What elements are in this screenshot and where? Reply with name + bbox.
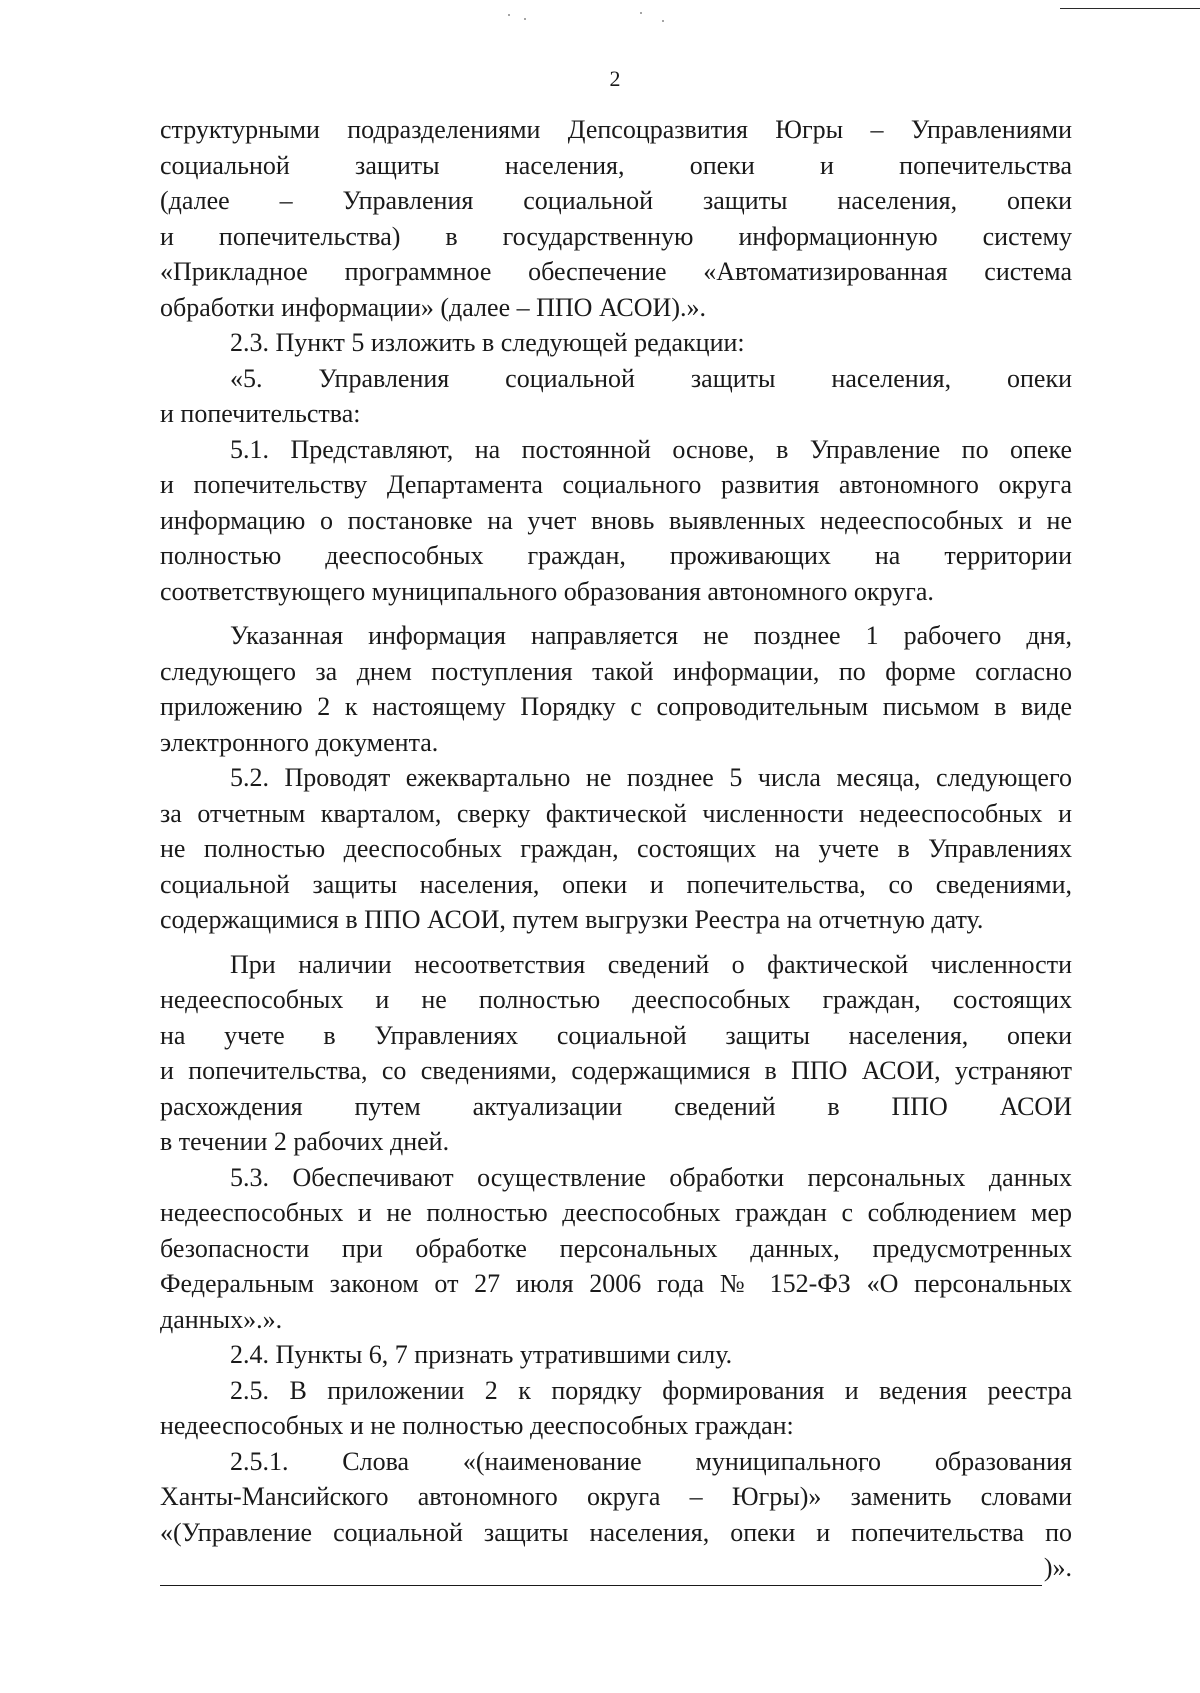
text-line: данных».». [160,1304,283,1334]
scan-speck [524,18,526,20]
text-line: информацию о постановке на учет вновь выявленных недееспособных и не [160,505,1072,535]
text-line: социальной защиты населения, опеки и попечительства [160,150,1072,180]
blank-underline [160,1561,1042,1586]
page-number: 2 [609,66,621,91]
scan-speck [508,14,510,16]
text-line: 2.5. В приложении 2 к порядку формирования и ведения реестра [230,1375,1072,1405]
text-line: социальной защиты населения, опеки и попечительства, со сведениями, [160,869,1072,899]
text-line: соответствующего муниципального образования автономного округа. [160,576,934,606]
text-line: за отчетным кварталом, сверку фактической численности недееспособных и [160,798,1072,828]
text-line: обработки информации» (далее – ППО АСОИ).». [160,292,706,322]
text-line: содержащимися в ППО АСОИ, путем выгрузки Реестра на отчетную дату. [160,905,984,934]
text-line: 2.4. Пункты 6, 7 признать утратившими силу. [230,1340,733,1369]
text-line: 5.3. Обеспечивают осуществление обработки персональных данных [230,1162,1072,1192]
text-line: полностью дееспособных граждан, проживающих на территории [160,541,1072,570]
document-body [160,112,1072,1586]
text-line: )». [1043,1553,1072,1582]
text-line: 2.3. Пункт 5 изложить в следующей редакции: [230,328,745,357]
text-line: Указанная информация направляется не позднее 1 рабочего дня, [230,621,1072,650]
text-line: безопасности при обработке персональных данных, предусмотренных [160,1233,1072,1263]
text-line: и попечительства) в государственную информационную систему [160,221,1072,251]
scan-speck [662,20,664,22]
text-line: электронного документа. [160,727,439,757]
text-line: «(Управление социальной защиты населения, опеки и попечительства по [160,1517,1072,1547]
top-edge-rule [1060,8,1200,9]
text-line: не полностью дееспособных граждан, состоящих на учете в Управлениях [160,834,1072,863]
scan-speck [640,12,642,14]
fill-in-blank [160,1550,1072,1586]
text-line: структурными подразделениями Депсоцразвития Югры – Управлениями [160,115,1072,144]
text-line: и попечительства: [160,399,361,428]
text-line: в течении 2 рабочих дней. [160,1127,450,1156]
text-line: следующего за днем поступления такой информации, по форме согласно [160,656,1072,686]
text-line: приложению 2 к настоящему Порядку с сопроводительным письмом в виде [160,692,1072,721]
text-line: недееспособных и не полностью дееспособных граждан, состоящих [160,985,1072,1014]
text-line: Ханты-Мансийского автономного округа – Югры)» заменить словами [160,1482,1072,1511]
text-line: расхождения путем актуализации сведений в ППО АСОИ [160,1091,1072,1121]
text-line: 2.5.1. Слова «(наименование муниципального образования [230,1446,1072,1476]
text-line: «Прикладное программное обеспечение «Автоматизированная система [160,257,1072,286]
text-line: недееспособных и не полностью дееспособных граждан: [160,1411,794,1440]
text-line: 5.2. Проводят ежеквартально не позднее 5 числа месяца, следующего [230,763,1072,792]
text-line: При наличии несоответствия сведений о фактической численности [230,949,1072,979]
text-line: (далее – Управления социальной защиты населения, опеки [160,186,1072,215]
text-line: и попечительству Департамента социального развития автономного округа [160,470,1072,499]
text-line: недееспособных и не полностью дееспособных граждан с соблюдением мер [160,1198,1072,1227]
text-line: на учете в Управлениях социальной защиты населения, опеки [160,1020,1072,1050]
text-line: 5.1. Представляют, на постоянной основе, в Управление по опеке [230,434,1072,464]
text-line: Федеральным законом от 27 июля 2006 года № 152-ФЗ «О персональных [160,1269,1072,1298]
text-line: и попечительства, со сведениями, содержащимися в ППО АСОИ, устраняют [160,1056,1072,1085]
text-line: «5. Управления социальной защиты населения, опеки [230,363,1072,393]
